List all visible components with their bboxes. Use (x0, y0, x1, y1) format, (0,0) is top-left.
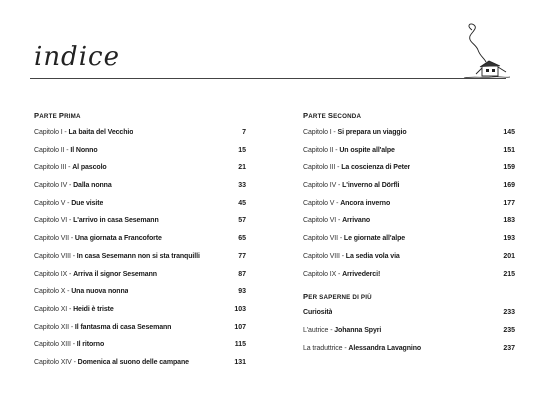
toc-entry (34, 180, 246, 198)
toc-entry (303, 180, 515, 198)
section-heading: PARTE PRIMA (34, 111, 81, 120)
entry-label (303, 269, 380, 281)
separator: - (328, 326, 335, 334)
chapter-title: Al pascolo (72, 164, 107, 172)
page-number: 57 (238, 217, 246, 225)
chapter-number: Capitolo V (34, 199, 66, 207)
chapter-title: In casa Sesemann non si sta tranquilli (76, 252, 200, 260)
chapter-number: Capitolo VII (303, 235, 338, 243)
entry-label (34, 339, 104, 351)
toc-entry (303, 198, 515, 216)
separator: - (335, 164, 342, 172)
toc-entry (303, 233, 515, 251)
chapter-title: Una nuova nonna (71, 288, 129, 296)
separator: - (71, 358, 78, 366)
chapter-title: Arrivederci! (342, 270, 381, 278)
page-number: 177 (503, 199, 515, 207)
chapter-number: Capitolo I (303, 129, 332, 136)
toc-entry (303, 325, 515, 343)
separator: - (65, 288, 72, 296)
entry-label (303, 325, 381, 337)
section-heading: PARTE SECONDA (303, 111, 362, 120)
chapter-title: Un ospite all'alpe (339, 146, 395, 154)
toc-appendix (303, 291, 515, 360)
separator: - (69, 235, 75, 243)
chapter-number: Capitolo VII (34, 235, 69, 243)
page-number: 193 (503, 235, 515, 243)
entry-label (303, 307, 332, 319)
page-number: 233 (503, 309, 515, 316)
page-number: 21 (238, 164, 246, 172)
toc-entry (303, 251, 515, 269)
chapter-number: Capitolo IV (34, 182, 68, 190)
toc-entry (303, 269, 515, 287)
page-number: 45 (238, 199, 246, 207)
entry-label (34, 251, 200, 263)
chapter-title: Il Nonno (70, 146, 98, 154)
page-number: 151 (503, 146, 515, 154)
chapter-title: Le giornate all'alpe (343, 235, 406, 243)
separator: - (64, 146, 71, 154)
separator: - (67, 217, 74, 225)
toc-entry (34, 233, 246, 251)
toc-part-one (34, 110, 246, 375)
toc-entry (34, 198, 246, 216)
entry-label (34, 127, 133, 139)
entry-label (34, 145, 98, 157)
entry-label (34, 304, 114, 316)
toc-entry (34, 162, 246, 180)
separator: - (62, 129, 69, 136)
page-number: 33 (238, 182, 246, 190)
chapter-title: La coscienza di Peter (341, 164, 411, 172)
section-heading: PER SAPERNE DI PIÙ (303, 292, 372, 301)
separator: - (336, 182, 343, 190)
entry-label (34, 215, 159, 227)
separator: - (331, 129, 338, 136)
page-title: indice (34, 42, 120, 72)
toc-entry (34, 145, 246, 163)
entry-label (34, 269, 157, 281)
toc-entry (303, 127, 515, 145)
separator: - (66, 164, 73, 172)
chapter-title: L'arrivo in casa Sesemann (73, 217, 159, 225)
chapter-title: Ancora inverno (340, 199, 391, 207)
entry-label (34, 198, 103, 210)
separator: - (338, 235, 344, 243)
chapter-title: Arriva il signor Sesemann (73, 270, 157, 278)
chapter-title: Una giornata a Francoforte (74, 235, 162, 243)
chapter-number: Capitolo I (34, 129, 63, 136)
toc-entry (303, 307, 515, 325)
toc-entry (34, 304, 246, 322)
chapter-number: Capitolo VI (303, 217, 337, 225)
chapter-title: La sedia vola via (345, 252, 400, 260)
page-number: 15 (238, 146, 246, 154)
separator: - (67, 270, 74, 278)
toc-entry (34, 286, 246, 304)
separator: - (70, 341, 77, 349)
page-number: 169 (503, 182, 515, 190)
toc-entry (34, 357, 246, 375)
chapter-title: La baita del Vecchio (68, 129, 134, 136)
chapter-number: Capitolo II (303, 146, 334, 154)
page-number: 145 (503, 129, 515, 136)
chapter-number: Capitolo XIII (34, 341, 71, 349)
page-number: 7 (242, 129, 246, 136)
separator: - (334, 199, 341, 207)
entry-label (303, 198, 390, 210)
chapter-number: Capitolo IX (34, 270, 68, 278)
toc-entry (34, 127, 246, 145)
chapter-number: Capitolo XIV (34, 358, 72, 366)
page-number: 65 (238, 235, 246, 243)
separator: - (333, 146, 340, 154)
entry-label (303, 251, 400, 263)
separator: - (70, 252, 77, 260)
page-number: 77 (238, 252, 246, 260)
page-number: 201 (503, 252, 515, 260)
toc-entry (303, 145, 515, 163)
chapter-number: Capitolo X (34, 288, 66, 296)
entry-label (303, 215, 370, 227)
chapter-number: Capitolo VIII (303, 252, 340, 260)
chapter-title: Il ritorno (76, 341, 105, 349)
chapter-title: Arrivano (342, 217, 371, 225)
toc-part-two (303, 110, 515, 286)
chapter-number: Capitolo III (303, 164, 336, 172)
chapter-number: Capitolo VIII (34, 252, 71, 260)
entry-label (34, 322, 171, 334)
toc-entry (303, 343, 515, 361)
separator: - (65, 199, 72, 207)
page-number: 183 (503, 217, 515, 225)
entry-label (303, 343, 421, 355)
chapter-number: Capitolo XI (34, 305, 68, 313)
page-number: 131 (234, 358, 246, 366)
entry-label (303, 233, 405, 245)
toc-entry (303, 162, 515, 180)
header-divider (30, 78, 506, 79)
separator: - (336, 217, 343, 225)
page-number: 237 (503, 344, 515, 352)
page-number: 103 (234, 305, 246, 313)
house-with-smoke-icon (462, 22, 510, 82)
chapter-number: Capitolo V (303, 199, 335, 207)
entry-label (303, 145, 395, 157)
entry-label (34, 180, 112, 192)
page-number: 235 (503, 326, 515, 334)
chapter-title: Heidi è triste (73, 305, 114, 313)
separator: - (339, 252, 346, 260)
chapter-number: Capitolo IX (303, 270, 337, 278)
entry-label (303, 180, 399, 192)
page-number: 107 (234, 323, 246, 331)
chapter-title: L'inverno al Dörfli (342, 182, 400, 190)
page-number: 159 (503, 164, 515, 172)
chapter-number: Capitolo II (34, 146, 65, 154)
chapter-title: Domenica al suono delle campane (77, 358, 189, 366)
chapter-title: Si prepara un viaggio (337, 129, 407, 136)
chapter-number: Capitolo VI (34, 217, 68, 225)
toc-entry (34, 322, 246, 340)
page-number: 87 (238, 270, 246, 278)
entry-label (303, 162, 410, 174)
chapter-number: Capitolo III (34, 164, 67, 172)
chapter-title: Johanna Spyri (334, 326, 382, 334)
entry-label (34, 286, 128, 298)
toc-entry (34, 269, 246, 287)
chapter-title: Alessandra Lavagnino (348, 344, 422, 352)
separator: - (336, 270, 343, 278)
toc-entry (34, 339, 246, 357)
chapter-title: Due visite (71, 199, 104, 207)
page-number: 215 (503, 270, 515, 278)
chapter-title: Dalla nonna (73, 182, 112, 190)
entry-label (34, 233, 162, 245)
separator: - (67, 182, 74, 190)
chapter-title: Il fantasma di casa Sesemann (74, 323, 172, 331)
chapter-number: Capitolo XII (34, 323, 69, 331)
entry-label (34, 357, 189, 369)
separator: - (69, 323, 75, 331)
chapter-title: Curiosità (303, 309, 333, 316)
separator: - (67, 305, 74, 313)
toc-entry (303, 215, 515, 233)
chapter-number: Capitolo IV (303, 182, 337, 190)
page-number: 93 (238, 288, 246, 296)
entry-label (34, 162, 107, 174)
page-number: 115 (234, 341, 246, 349)
toc-entry (34, 215, 246, 233)
separator: - (342, 344, 349, 352)
chapter-number: L'autrice (303, 326, 329, 334)
toc-entry (34, 251, 246, 269)
entry-label (303, 127, 407, 139)
chapter-number: La traduttrice (303, 344, 343, 352)
